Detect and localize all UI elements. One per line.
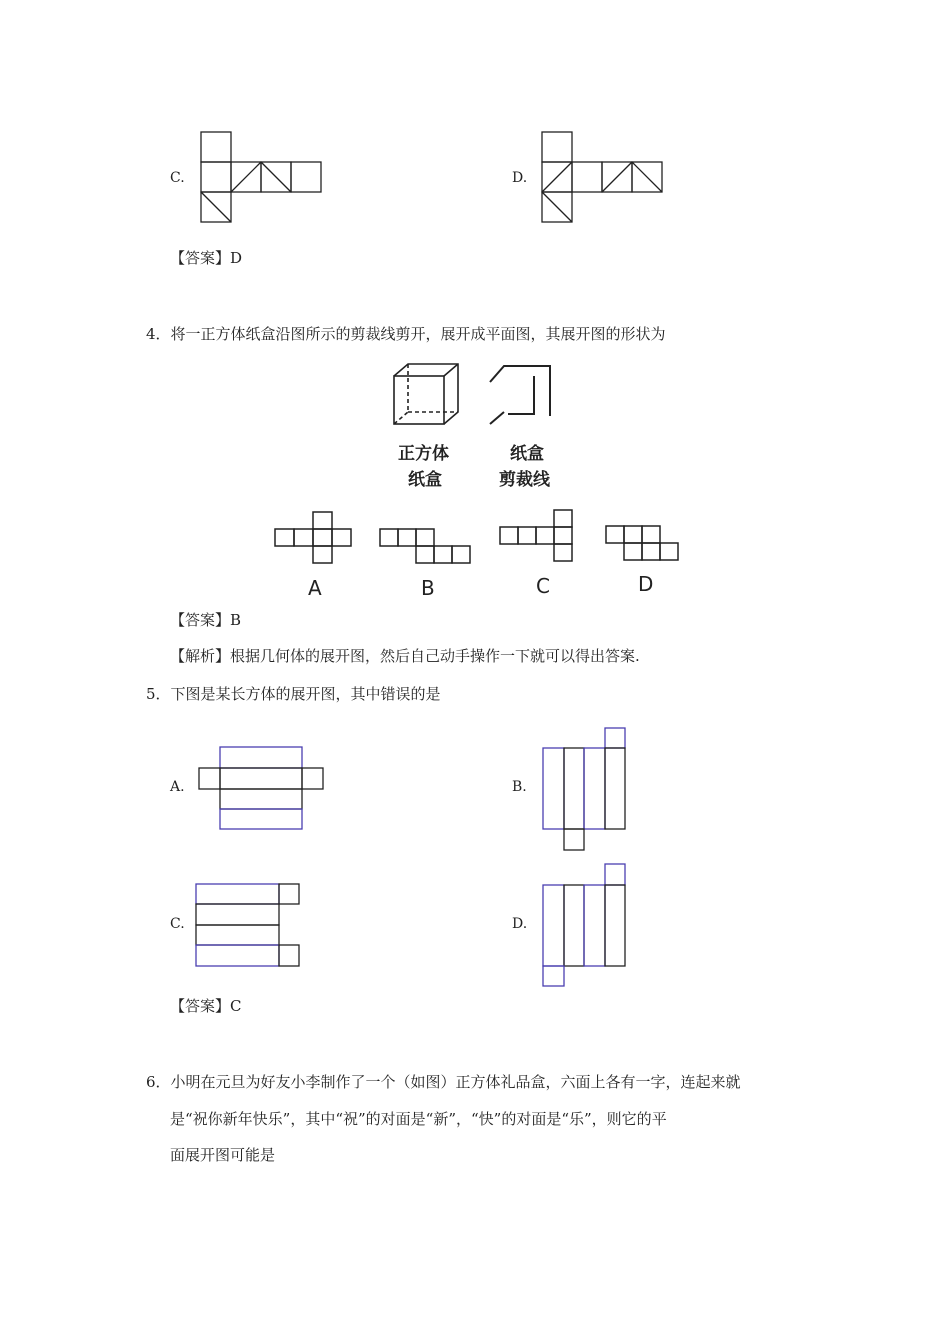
q4-option-b-label: B bbox=[421, 576, 435, 600]
q5-net-b bbox=[541, 726, 631, 854]
q4-net-a bbox=[274, 510, 359, 570]
q4-option-c-label: C bbox=[536, 574, 550, 598]
q5-answer: 【答案】C bbox=[170, 997, 242, 1015]
q5-net-a bbox=[198, 746, 328, 831]
q4-analysis: 【解析】根据几何体的展开图，然后自己动手操作一下就可以得出答案. bbox=[170, 647, 640, 665]
q6-line-2: 是“祝你新年快乐”，其中“祝”的对面是“新”，“快”的对面是“乐”，则它的平 bbox=[170, 1110, 667, 1128]
q4-answer: 【答案】B bbox=[170, 611, 242, 629]
q5-net-c bbox=[194, 882, 304, 970]
q6-line-1: 6．小明在元旦为好友小李制作了一个（如图）正方体礼品盒，六面上各有一字，连起来就 bbox=[146, 1073, 741, 1091]
q5-option-b-label: B. bbox=[512, 779, 527, 795]
q3-answer: 【答案】D bbox=[170, 249, 243, 267]
q4-cube-caption-1: 正方体 bbox=[398, 444, 449, 464]
q3-option-c-label: C. bbox=[170, 170, 185, 186]
q5-stem: 5．下图是某长方体的展开图，其中错误的是 bbox=[146, 685, 441, 703]
q4-option-d-label: D bbox=[638, 572, 654, 596]
q4-cut-line-figure bbox=[486, 362, 556, 427]
q3-option-d-label: D. bbox=[512, 170, 528, 186]
q5-option-d-label: D. bbox=[512, 916, 528, 932]
q6-line-3: 面展开图可能是 bbox=[170, 1146, 276, 1164]
q3-net-d bbox=[541, 130, 666, 225]
q5-option-c-label: C. bbox=[170, 916, 185, 932]
q4-stem: 4．将一正方体纸盒沿图所示的剪裁线剪开，展开成平面图，其展开图的形状为 bbox=[146, 325, 666, 343]
q4-cut-caption-2: 剪裁线 bbox=[499, 470, 550, 490]
q4-cube-caption-2: 纸盒 bbox=[408, 470, 442, 490]
q5-net-d bbox=[541, 862, 631, 990]
q4-option-a-label: A bbox=[308, 576, 322, 600]
q4-net-d bbox=[604, 522, 689, 567]
q4-net-c bbox=[498, 508, 578, 568]
q5-option-a-label: A. bbox=[170, 779, 185, 795]
q4-net-b bbox=[379, 525, 474, 570]
q3-net-c bbox=[200, 130, 325, 225]
q4-cut-caption-1: 纸盒 bbox=[510, 444, 544, 464]
q4-cube-figure bbox=[390, 362, 465, 427]
